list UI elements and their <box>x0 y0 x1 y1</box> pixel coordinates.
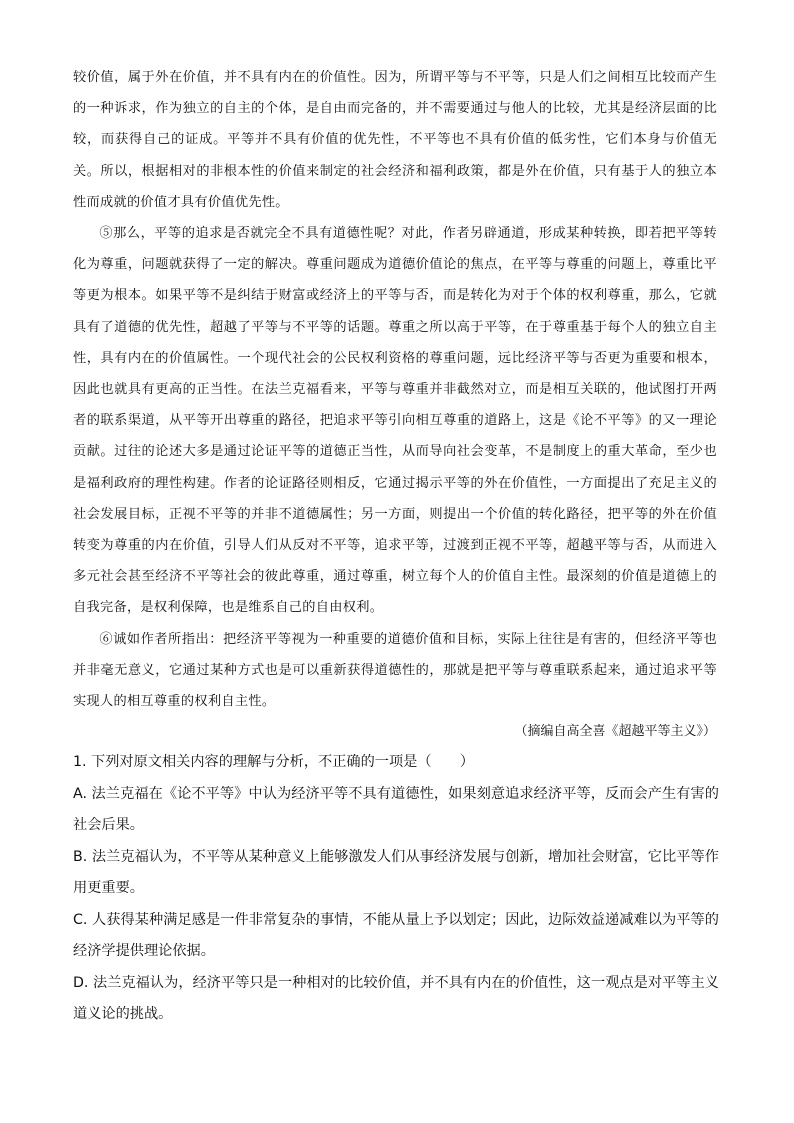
passage-paragraph-5: ⑤那么，平等的追求是否就完全不具有道德性呢？对此，作者另辟通道，形成某种转换，即若把平等转化为尊重，问题就获得了一定的解决。尊重问题成为道德价值论的焦点，在平等与尊重的问题上，尊重比平等更为根本。如果平等不是纠结于财富或经济上的平等与否，而是转化为对于个体的权利尊重，那么，它就具有了道德的优先性，超越了平等与不平等的话题。尊重之所以高于平等，在于尊重基于每个人的独立自主性，具有内在的价值属性。一个现代社会的公民权利资格的尊重问题，远比经济平等与否更为重要和根本，因此也就具有更高的正当性。在法兰克福看来，平等与尊重并非截然对立，而是相互关联的，他试图打开两者的联系渠道，从平等开出尊重的路径，把追求平等引向相互尊重的道路上，这是《论不平等》的又一理论贡献。过往的论述大多是通过论证平等的道德正当性，从而导向社会变革，不是制度上的重大革命，至少也是福利政府的理性构建。作者的论证路径则相反，它通过揭示平等的外在价值性，一方面提出了充足主义的社会发展目标，正视不平等的并非不道德属性；另一方面，则提出一个价值的转化路径，把平等的外在价值转变为尊重的内在价值，引导人们从反对不平等，追求平等，过渡到正视不平等，超越平等与否，从而进入多元社会甚至经济不平等社会的彼此尊重，通过尊重，树立每个人的价值自主性。最深刻的价值是道德上的自我完备，是权利保障，也是维系自己的自由权利。 <box>73 226 717 616</box>
option-c[interactable]: C. 人获得某种满足感是一件非常复杂的事情，不能从量上予以划定；因此，边际效益递减难以为平等的经济学提供理论依据。 <box>73 911 719 959</box>
passage-paragraph-6: ⑥诚如作者所指出：把经济平等视为一种重要的道德价值和目标，实际上往往是有害的，但经济平等也并非毫无意义，它通过某种方式也是可以重新获得道德性的，那就是把平等与尊重联系起来，通过追求平等实现人的相互尊重的权利自主性。 <box>73 631 717 710</box>
passage-source-citation: （摘编自高全喜《超越平等主义》） <box>514 724 716 739</box>
option-b[interactable]: B. 法兰克福认为，不平等从某种意义上能够激发人们从事经济发展与创新，增加社会财富，它比平等作用更重要。 <box>73 848 719 896</box>
question-stem: 1. 下列对原文相关内容的理解与分析，不正确的一项是（ ） <box>73 754 475 770</box>
passage-paragraph-continued: 较价值，属于外在价值，并不具有内在的价值性。因为，所谓平等与不平等，只是人们之间相互比较而产生的一种诉求，作为独立的自主的个体，是自由而完备的，并不需要通过与他人的比较，尤其是经济层面的比较，而获得自己的证成。平等并不具有价值的优先性，不平等也不具有价值的低劣性，它们本身与价值无关。所以，根据相对的非根本性的价值来制定的社会经济和福利政策，都是外在价值，只有基于人的独立本性而成就的价值才具有价值优先性。 <box>73 70 717 210</box>
option-a[interactable]: A. 法兰克福在《论不平等》中认为经济平等不具有道德性，如果刻意追求经济平等，反而会产生有害的社会后果。 <box>73 785 719 833</box>
reading-passage <box>73 62 717 717</box>
question-block <box>73 747 719 1031</box>
option-d[interactable]: D. 法兰克福认为，经济平等只是一种相对的比较价值，并不具有内在的价值性，这一观点是对平等主义道义论的挑战。 <box>73 974 719 1022</box>
